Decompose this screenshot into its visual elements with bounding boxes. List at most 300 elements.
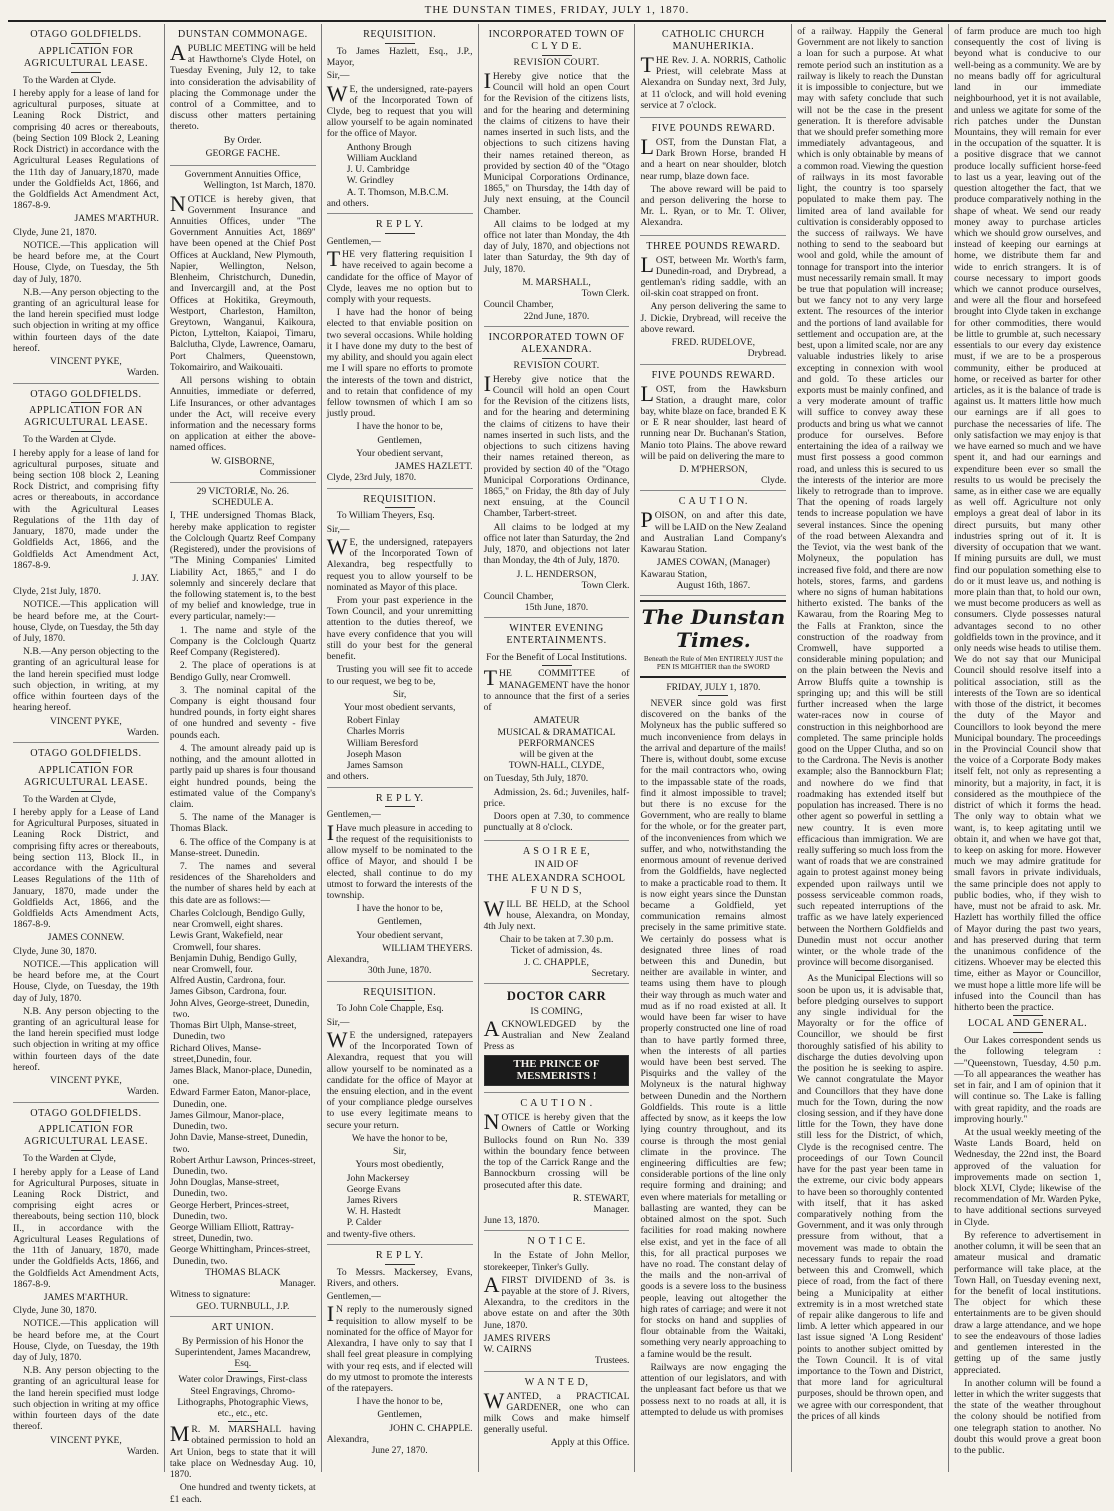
advert-caution-poison (640, 491, 786, 595)
list-item: John Douglas, Manse-street, Dunedin, two. (169, 1177, 280, 1200)
divider (228, 1421, 258, 1422)
local-item-1: Our Lakes correspondent sends us the following telegram :—"Queenstown, Tuesday, 4.50 p.m.—To all appearances the weather has set in fair, and I am of opinion that it will continue so. The Lake is falling with great rapidity, and the roads are improving hourly." (954, 1035, 1102, 1125)
list-item: James Black, Manor-place, Dunedin, one. (169, 1064, 312, 1088)
advert-requisition-chapple (327, 982, 473, 1245)
advert-name: THOMAS BLACK (205, 1266, 281, 1278)
mesmerist-banner: THE PRINCE OF MESMERISTS ! (484, 1055, 630, 1087)
list-item: Robert Arthur Lawson, Princes-street, Dunedin, two. (169, 1154, 316, 1177)
divider (71, 72, 101, 73)
warden-name: VINCENT PYKE, (50, 1434, 122, 1446)
advert-lease-2 (13, 384, 159, 744)
advert-place: Drybread. (747, 348, 787, 360)
list-item: John Alves, George-street, Dunedin, two. (169, 997, 310, 1020)
advert-heading: R E P L Y. (375, 792, 424, 804)
advert-body: IHereby give notice that the Council will hold an open Court for the Revision of the citizens lists, and for the hearing and determining the claims of citizens to have their names inserted in such lists, and the objections to such citizens having their names retained thereon, as provided by section 40 of the "Otago Municipal Corporations Ordinance, 1865," on Thursday, the 14th day of July next ensuing, at the Council Chamber. (483, 67, 630, 217)
advert-heading: WINTER EVENING ENTERTAINMENTS. (506, 623, 607, 647)
editorial-continued: of a railway. Happily the General Government are not likely to sanction a loan for such a purpose. At what remote period such an institution as a railway is likely to reach the Dunstan it is impossible to conjecture, but we may with safety conclude that such will not be the case in the present generation. It is therefore advisable that we should prefer something more immediately advantageous, and which is only obtainable by means of a common road. Viewing the question of railways in its most favorable light, the country is too sparsely populated to make them pay. The limited area of land available for cultivation is considerably opposed to the success of railways. We have nothing to send to the seaboard but wool and gold, while the amount of tonnage for transport into the interior must necessarily remain small. It may be true that population will increase; but we fancy not to any very large extent. The resources of the interior and the portions of land available for settlement and occupation are, at the best, upon a limited scale, nor are any valuable industries likely to arise excepting in connexion with wool and gold. To these articles our exports must be mainly confined, and a very moderate amount of traffic will suffice to convey away these products and bring us what we cannot produce for ourselves. Before entertaining the idea of a railway we must first possess a good common road, and unless this is secured to us the interests of the interior are more likely to retrograde than to improve. That the opening of roads largely tends to increase population we have several instances. Since the opening of the road between Alexandra and the Teviot, via the west bank of the Molyneux, the population has increased five fold, and there are now hotels, stores, farms, and gardens where no signs of human habitations hitherto existed. The banks of the Kawarau, from the Roaring Meg to the Falls at Frankton, since the construction of the roadway from Cromwell, have supported a considerable mining population; and on the plain between the Nevis and Arrow Bluffs quite a township is springing up; and this will be still further increased when the large water-races now in course of construction in this neighborhood are completed. The same principle holds good on the Upper Clutha, and so on to the Cardrona. The Nevis is another example; also the Bannockburn Flat; and nowhere do we find that roadmaking has extended itself but population has increased. There is no other agent so powerful in settling a new country. It is even more efficacious than immigration. We are really suffering so much loss from the want of roads that we are constrained again to protest against money being expended upon railways until we possess serviceable common roads, such repeated interruptions of the traffic as we have lately experienced between the Northern Goldfields and Dunedin must not occur another winter, or the whole trade of the province will become disorganised. (797, 26, 944, 969)
advert-title: APPLICATION FOR AGRICULTURAL LEASE. (23, 1124, 149, 1148)
advert-date: 15th June, 1870. (524, 602, 589, 614)
warden-name: VINCENT PYKE, (50, 1075, 122, 1087)
advert-subheading: In the Estate of John Mellor, storekeeper, Tinker's Gully. (483, 1250, 630, 1273)
advert-body-2: I have had the honor of being elected to that enviable position on two several occasions. While holding it I have done my duty to the best of my ability, and should you again elect me I will spare no efforts to promote the interests of the town and district, and to retain that confidence of my fellow townsmen of which I am so justly proud. (326, 307, 473, 420)
advert-place: Council Chamber, (483, 299, 554, 311)
warden-name: VINCENT PYKE, (50, 715, 122, 727)
list-item: A. T. Thomson, M.B.C.M. (346, 186, 449, 198)
divider (71, 1121, 101, 1122)
list-item: John Mackersey (346, 1172, 410, 1184)
list-item: George Herbert, Princes-street, Dunedin, two. (169, 1199, 290, 1222)
advert-heading: CATHOLIC CHURCH MANUHERIKIA. (661, 29, 765, 52)
advert-heading: REQUISITION. (363, 986, 437, 998)
advert-wanted (484, 1372, 630, 1453)
advert-body: WANTED, a PRACTICAL GARDENER, one who can milk Cows and make himself generally useful. (483, 1387, 630, 1436)
schedule-item-2: 2. The place of operations is at Bendigo Gully, near Cromwell. (169, 660, 316, 683)
advert-heading: ART UNION. (211, 1321, 275, 1333)
list-item: George William Elliott, Rattray-street, Dunedin, two. (169, 1222, 294, 1245)
divider (385, 507, 415, 508)
advert-to: To the Warden at Clyde. (23, 434, 116, 446)
divider (542, 55, 572, 56)
advert-heading: 29 VICTORIÆ, No. 26. (196, 486, 289, 498)
advert-date: 22nd June, 1870. (523, 310, 590, 322)
advert-entertainments (484, 618, 630, 840)
advert-body: THE COMMITTEE of MANAGEMENT have the honor to announce that the first of a series of (483, 665, 630, 714)
advert-close-1: I have the honor to be, (356, 421, 443, 433)
advert-body: LOST, from the Dunstan Flat, a Dark Brown Horse, branded H and a heart on near shoulder, blotch near rump, blaze down face. (640, 133, 787, 182)
list-item: George Whittingham, Princes-street, Dunedin, two. (169, 1244, 311, 1267)
advert-name: J. L. HENDERSON, (516, 568, 597, 580)
divider (71, 1150, 101, 1151)
venue: TOWN-HALL, CLYDE, (508, 760, 605, 772)
signatory-list (327, 1173, 473, 1229)
advert-subheading: For the Benefit of Local Institutions. (486, 652, 627, 664)
advert-salutation: Gentlemen,— (326, 1291, 381, 1303)
trustee-1: JAMES RIVERS (483, 1332, 551, 1344)
advert-close-2: Sir, (393, 1146, 407, 1158)
divider (855, 970, 885, 971)
advert-date: June 27, 1870. (371, 1445, 428, 1457)
advert-body: I hereby apply for a lease of land for agricultural purposes, situate at Leaning Rock District, and comprising 40 acres or thereabouts, (being Section 109 Block 2, Leaning Rock District) in accordance with the Agricultural Leases Regulations of the 11th day of January,1870, made under the Goldfields Act, 1866, and the Goldfields Act Amendment Act, 1867-8-9. (13, 88, 159, 212)
column-5 (635, 24, 792, 1472)
advert-heading: FIVE POUNDS REWARD. (651, 369, 776, 381)
advert-salutation: Gentlemen,— (326, 235, 381, 247)
advert-commonage (170, 24, 316, 166)
list-item: George Evans (346, 1183, 401, 1195)
advert-heading: OTAGO GOLDFIELDS. (30, 29, 142, 40)
advert-date: 30th June, 1870. (367, 965, 432, 977)
advert-body: MR. M. MARSHALL having obtained permission to hold an Art Union, begs to state that it will take place on Wednesday Aug. 10, 1870. (169, 1421, 316, 1481)
advert-heading: Government Annuities Office, (184, 169, 301, 181)
page-header: THE DUNSTAN TIMES, FRIDAY, JULY 1, 1870. (8, 0, 1106, 22)
advert-name: JAMES CONNEW. (47, 932, 125, 944)
advert-name: JAMES COWAN, (Manager) (656, 557, 770, 569)
advert-revision-clyde (484, 24, 630, 327)
advert-date: June 13, 1870. (483, 1215, 540, 1227)
warden-title: Warden. (126, 1086, 159, 1098)
list-item: James Gibson, Cardrona, four. (169, 986, 287, 998)
list-item: Benjamin Duhig, Bendigo Gully, near Cromwell, four. (169, 952, 297, 975)
advert-body: I, THE undersigned Thomas Black, hereby make application to register the Colclough Quartz Reef Company (Registered), under the provisions of "The Mining Companies' Limited Liability Act, 1865," and I do solemnly and sincerely declare that the following statement is, to the best of my belief and knowledge, true in every particular, namely:— (169, 510, 316, 623)
show-line-1: AMATEUR (533, 715, 580, 727)
schedule-item-4: 4. The amount already paid up is nothing, and the amount allotted in partly paid up shares is four thousand eight hundred pounds, being the estimated value of the Company's claim. (169, 742, 316, 810)
advert-others: and others. (326, 771, 369, 783)
advert-body: WE, the undersigned, ratepayers of the Incorporated Town of Alexandra, beg respectfully to request you to allow yourself to be nominated as Mayor of this place. (326, 533, 473, 593)
local-general-heading: LOCAL AND GENERAL. (967, 1018, 1088, 1030)
divider (1013, 1032, 1043, 1033)
advert-close-1: I have the honor to be, (356, 903, 443, 915)
advert-heading: N O T I C E. (527, 1236, 586, 1248)
shareholder-list (170, 908, 316, 1267)
advert-nb: N.B.—Any person objecting to the granting of an agricultural lease for the land herein specified must lodge such objection, in writing, at my office within fourteen days of the hearing hereof. (13, 646, 159, 714)
divider (385, 806, 415, 807)
advert-title: APPLICATION FOR AGRICULTURAL LEASE. (23, 764, 149, 788)
show-line-2: MUSICAL & DRAMATICAL (497, 726, 616, 738)
list-item: Edward Farmer Eaton, Manor-place, Dunedin, one. (169, 1087, 311, 1110)
advert-place: Kawarau Station, (640, 568, 708, 580)
divider (228, 1371, 258, 1372)
advert-body: APUBLIC MEETING will be held at Hawthorne's Clyde Hotel, on Tuesday Evening, July 12, to take into consideration the advisability of placing the Commonage under the control of a Committee, and to discuss other matters pertaining thereto. (169, 39, 316, 133)
list-item: Charles Colclough, Bendigo Gully, near Cromwell, eight shares. (169, 907, 305, 931)
advert-title: Town Clerk. (581, 288, 630, 300)
divider (71, 402, 101, 403)
advert-name: WILLIAM THEYERS. (382, 942, 473, 954)
advert-body: LOST, from the Hawksburn Station, a draught mare, color bay, white blaze on face, branded E K or E R near shoulder, last heard of running near Dr. Buchanan's Station, Manio toto Plains. The above reward will be paid on delivering the mare to (640, 380, 787, 462)
advert-title: Manager. (593, 1204, 630, 1215)
advert-heading: REQUISITION. (363, 493, 437, 505)
advert-name: GEORGE FACHE. (205, 147, 281, 159)
advert-title: Secretary. (591, 967, 630, 979)
divider (698, 695, 728, 696)
column-3 (322, 24, 479, 1472)
advert-lease-1 (13, 24, 159, 384)
advert-heading: FIVE POUNDS REWARD. (651, 122, 776, 134)
advert-body: THE very flattering requisition I have received to again become a candidate for the office of Mayor of Clyde, leaves me no option but to comply with your requests. (326, 246, 473, 306)
advert-art-union (170, 1317, 316, 1511)
advert-name: JAMES M'ARTHUR. (74, 213, 159, 225)
advert-schedule (170, 483, 316, 1317)
warden-title: Warden. (126, 367, 159, 379)
advert-title: Town Clerk. (581, 579, 630, 591)
advert-heading: R E P L Y. (375, 1249, 424, 1261)
advert-name: J. C. CHAPPLE, (524, 956, 589, 968)
apply-line: Apply at this Office. (550, 1437, 630, 1449)
advert-body: LOST, between Mr. Worth's farm, Dunedin-road, and Drybread, a gentleman's riding saddle, with an oil-skin coat strapped on front. (640, 251, 787, 300)
advert-close-2: Gentlemen, (377, 434, 422, 446)
chair-line: Chair to be taken at 7.30 p.m. (499, 934, 614, 946)
advert-salutation: Sir,— (326, 523, 350, 535)
advert-place: Clyde. (760, 475, 787, 487)
local-item-3: By reference to advertisement in another column, it will be seen that an amateur musical and dramatic performance will take place, at the Town Hall, on Tuesday evening next, for the benefit of local institutions. The object for which these entertainments are to be given should draw a large attendance, and we hope to see the endeavours of those ladies and gentlemen interested in the getting up of the same justly appreciated. (954, 1229, 1102, 1376)
advert-nb: N.B. Any person objecting to the granting of an agricultural lease for the land herein specified must lodge such objection in writing at my office within fourteen days of the date thereof. (13, 1365, 159, 1433)
advert-heading: REQUISITION. (363, 29, 437, 40)
advert-title: Trustees. (594, 1355, 630, 1367)
advert-close-3: Your obedient servant, (356, 447, 443, 459)
advert-to: To Messrs. Mackersey, Evans, Rivers, and others. (326, 1266, 473, 1289)
advert-salutation: Sir,— (326, 1016, 350, 1028)
divider (71, 791, 101, 792)
advert-title: APPLICATION FOR AGRICULTURAL LEASE. (23, 45, 149, 69)
divider (1013, 1015, 1043, 1016)
advert-to: To James Hazlett, Esq., J.P., Mayor, (326, 45, 473, 69)
advert-body: ACKNOWLEDGED by the Australian and New Zealand Press as (483, 1015, 630, 1053)
advert-heading: INCORPORATED TOWN OF ALEXANDRA. (488, 331, 625, 355)
advert-revision-alexandra (484, 327, 630, 619)
advert-heading: THREE POUNDS REWARD. (646, 240, 781, 252)
advert-name: D. M'PHERSON, (679, 464, 748, 476)
advert-heading: INCORPORATED TOWN OF C L Y D E. (488, 29, 625, 52)
advert-heading: R E P L Y. (375, 219, 424, 230)
advert-heading: A S O I R E E, (522, 845, 591, 857)
advert-close-3: Your obedient servant, (356, 929, 443, 941)
advert-notice: NOTICE.—This application will be heard before me, at the Court House, Clyde, on Tuesday, the 19th day of July, 1870. (13, 1318, 159, 1364)
column-4 (479, 24, 636, 1472)
column-6 (792, 24, 949, 1472)
show-line-3: PERFORMANCES (518, 737, 595, 749)
advert-body: NOTICE is hereby given, that Government Insurance and Annuities Offices, under "The Government Annuities Act, 1869" have been opened at the Chief Post Offices at Auckland, New Plymouth, Napier, Wellington, Nelson, Blenheim, Christchurch, Dunedin, and Invercargill and, at the Post Offices at Hokitika, Greymouth, Westport, Charleston, Hamilton, Greytown, Wanganui, Kaikoura, Picton, Lyttelton, Kaiapoi, Timaru, Balclutha, Clyde, Lawrence, Oamaru, Port Chalmers, Queenstown, Tokomairiro, and Waikouaiti. (169, 190, 316, 373)
advert-date: Clyde, 21st July, 1870. (13, 586, 101, 598)
list-item: Lewis Grant, Wakefield, near Cromwell, four shares. (169, 930, 283, 953)
advert-body: WILL BE HELD, at the School house, Alexandra, on Monday, 4th July next. (483, 895, 630, 932)
list-item: Charles Morris (346, 726, 405, 738)
column-7 (949, 24, 1106, 1472)
local-item-2: At the usual weekly meeting of the Waste Lands Board, held on Wednesday, the 22nd inst, the Board approved of the valuation for improvements made on section 1, block XLVI, Clyde; likewise of the recommendation of Mr. Warden Pyke, to have additional sections surveyed in Clyde. (954, 1126, 1102, 1228)
witness-name: GEO. TURNBULL, J.P. (196, 1300, 290, 1312)
paper-date: FRIDAY, JULY 1, 1870. (666, 681, 761, 693)
advert-caution-cattle (484, 1093, 630, 1231)
advert-annuities (170, 166, 316, 483)
advert-lease-3 (13, 743, 159, 1103)
list-item: James Gilmour, Manor-place, Dunedin, two. (169, 1109, 284, 1133)
given-line: will be given at the (519, 749, 594, 760)
columns (8, 24, 1106, 1505)
doors: Doors open at 7.30, to commence punctually at 8 o'clock. (483, 811, 630, 834)
advert-body-2: From your past experience in the Town Council, and your unremitting attention to the duties thereof, we have every confidence that you will still do your best for the general benefit. (326, 595, 473, 663)
advert-doctor-carr (484, 984, 630, 1093)
advert-body: I hereby apply for a Lease of Land for Agricultural Purposes, situate in Leaning Rock District, and comprising eight acres or thereabouts, being section 110, block II., in accordance with the Agricultural Leases Regulations of the 11th of January, 1870, made under the Goldfields Acts, 1866, and the Goldfields Act Amendment Acts, 1867-8-9. (13, 1166, 159, 1290)
advert-reply-theyers (327, 788, 473, 982)
advert-requisition-hazlett (327, 24, 473, 214)
advert-sir: Sir, (393, 688, 407, 700)
advert-close-1: We have the honor to be, (351, 1132, 448, 1144)
warden-title: Warden. (126, 1445, 159, 1457)
advert-to: To the Warden at Clyde, (23, 793, 116, 805)
advert-date: Clyde, June 30, 1870. (13, 945, 97, 957)
schedule-item-7: 7. The names and several residences of the Shareholders and the number of shares held by each at this date are as follows:— (169, 861, 316, 906)
advert-body: NOTICE is hereby given that the Owners of Cattle or Working Bullocks found on Run No. 339 within the boundary fence between the top of the Carrick Range and the Bannockburn crossing will be prosecuted after this date. (483, 1109, 630, 1191)
advert-body: IHave much pleasure in acceding to the request of the requisitionists to allow myself to be nominated to the office of Mayor, and should I be elected, shall continue to do my utmost to forward the interests of the township. (326, 819, 473, 901)
divider (385, 43, 415, 44)
when: on Tuesday, 5th July, 1870. (483, 773, 589, 785)
advert-subheading: IN AID OF (534, 859, 579, 871)
list-item: Joseph Mason (346, 748, 402, 760)
advert-place: Council Chamber, (483, 590, 554, 602)
advert-body-2: One hundred and twenty tickets, at £1 each. (169, 1482, 316, 1505)
column-2 (165, 24, 322, 1505)
advert-body-2: Any person delivering the same to J. Dickie, Drybread, will receive the above reward. (640, 301, 787, 335)
advert-name: W. GISBORNE, (211, 455, 275, 467)
advert-body: IN reply to the numerously signed requisition to allow myself to be nominated for the office of Mayor for Alexandra, I have only to say that I shall feel great pleasure in complying with your req ests, and if elected will do my utmost to promote the interests of the ratepayers. (326, 1301, 473, 1394)
editorial-text-2: Railways are now engaging the attention of our legislators, and with the unpleasant fact before us that we possess next to no roads at all, it is attempted to delude us with promises (640, 1361, 787, 1418)
advert-heading: OTAGO GOLDFIELDS. (30, 388, 142, 400)
schedule-item-1: 1. The name and style of the Company is the Colclough Quartz Reef Company (Registered). (169, 624, 316, 659)
list-item: James Samson (346, 760, 403, 772)
advert-to: To William Theyers, Esq. (336, 510, 435, 522)
list-item: Richard Olives, Manse-street,Dunedin, four. (169, 1042, 262, 1065)
advert-name: JAMES M'ARTHUR. (43, 1291, 129, 1303)
advert-to: To the Warden at Clyde, (23, 1153, 116, 1165)
advert-nb: N.B. Any person objecting to the granting of an agricultural lease for the land herein specified must lodge such objection in writing at my office within fourteen days of the date hereof. (13, 1005, 159, 1073)
warden-title: Warden. (126, 726, 159, 738)
divider (385, 233, 415, 234)
divider (542, 358, 572, 359)
advert-salutation: Gentlemen,— (326, 809, 381, 821)
advert-close-2: Gentlemen, (377, 916, 422, 928)
list-item: John Davie, Manse-street, Dunedin, two. (169, 1132, 308, 1155)
divider (385, 1264, 415, 1265)
schedule-item-3: 3. The nominal capital of the Company is eight thousand four hundred pounds, in forty eight shares of one hundred and seventy - five pounds each. (169, 684, 316, 741)
list-item: Thomas Birt Ulph, Manse-street, Dunedin, two (169, 1020, 297, 1043)
divider (542, 665, 572, 666)
divider (542, 649, 572, 650)
divider (71, 431, 101, 432)
advert-heading: DUNSTAN COMMONAGE. (177, 29, 308, 40)
advert-subheading: IS COMING, (530, 1005, 583, 1017)
advert-subheading: REVISION COURT. (513, 360, 600, 371)
advert-date: Clyde, June 30, 1870. (13, 1305, 97, 1317)
advert-body: AFIRST DIVIDEND of 3s. is payable at the store of J. Rivers, Alexandra, to the creditors in the above estate on and after the 30th June, 1870. (483, 1271, 630, 1331)
advert-items: Water color Drawings, First-class Steel Engravings, Chromo-Lithographs, Photographic Views, etc., etc., etc. (177, 1374, 309, 1420)
advert-body-3: Trusting you will see fit to accede to our request, we beg to be, (326, 664, 473, 687)
editorial-municipal: As the Municipal Elections will so soon be upon us, it is advisable that, before pledging ourselves to support any single individual for the Mayoralty or for the office of Councillor, we should be first thoroughly satisfied of his ability to discharge the duties devolving upon the position he is seeking to aspire. We cannot congratulate the Mayor and Councillors that they have done much for the Town, during the now closing session, and if they have done little for the Town, they have done still less for the District, of which, Clyde is the recognised centre. The proceedings of our Town Council have for the past year been tame in the extreme, our civic body appears to have been so thoroughly contented with itself, that it has asked comparatively nothing from the Government, and it was only through pressure from without, that a movement was made to obtain the necessary funds to repair the road between this and Cromwell, which piece of road, from the fact of there being a Municipality at either extremity is in a most wretched state of repair alike dangerous to life and limb. A letter which appeared in our last issue signed 'A Long Resident' points to another subject omitted by the Town Council. It is of vital importance to the Town and District, that more land for agricultural purposes, should be thrown open, and we agree with our correspondent, that the prices of all kinds (797, 973, 944, 1422)
list-item: J. U. Cambridge (346, 164, 410, 176)
advert-date: Clyde, June 21, 1870. (13, 226, 97, 238)
advert-heading: OTAGO GOLDFIELDS. (30, 748, 142, 759)
divider (71, 43, 101, 44)
advert-to: To John Cole Chapple, Esq. (336, 1003, 444, 1015)
advert-heading: C A U T I O N . (520, 1098, 593, 1110)
advert-lease-4 (13, 1103, 159, 1462)
advert-close: Your most obedient servants, (343, 701, 456, 713)
schedule-item-5: 5. The name of the Manager is Thomas Black. (169, 812, 316, 835)
advert-subheading: By Permission of his Honor the Superintendent, James Macandrew, Esq. (174, 1335, 311, 1370)
advert-requisition-theyers (327, 489, 473, 788)
advert-body: I hereby apply for a Lease of Land for Agricultural Purposes, situated in Leaning Rock District, and comprising fifty acres or thereabouts, being section 113, Block II., in accordance with the Agricultural Leases Regulations of the 11th of January, 1870, made under the Goldfields Act, 1866, and the Goldfields Acts Amendment Acts, 1867-8-9. (13, 807, 159, 931)
advert-body: POISON, on and after this date, will be LAID on the New Zealand and Australian Land Company's Kawarau Station. (640, 507, 787, 556)
advert-name: R. STEWART, (572, 1192, 630, 1204)
advert-subheading: REVISION COURT. (513, 57, 600, 68)
advert-body-2: The above reward will be paid to and person delivering the horse to Mr. L. Ryan, or to Mr. T. Oliver, Alexandra. (640, 183, 787, 229)
admission: Admission, 2s. 6d.; Juveniles, half-price. (483, 786, 630, 809)
advert-notice: NOTICE.—This application will be heard before me, at the Court House, Clyde, on Tuesday, the 5th day of July, 1870. (13, 239, 159, 285)
advert-reward-mare (640, 365, 786, 492)
advert-reply-hazlett (327, 214, 473, 489)
warden-name: VINCENT PYKE, (50, 356, 122, 368)
list-item: Anthony Brough (346, 141, 412, 153)
advert-nb: N.B.—Any person objecting to the granting of an agricultural lease for the land herein specified must lodge such objection in writing at my office within fourteen days of the date hereof. (13, 286, 159, 354)
list-item: Alfred Austin, Cardrona, four. (169, 975, 286, 987)
signatory-list (327, 142, 473, 198)
advert-reward-saddle (640, 236, 786, 365)
paper-title-block (640, 600, 786, 678)
advert-catholic (640, 24, 786, 118)
local-item-4: In another column will be found a letter in which the writer suggests that the state of the weather throughout the colony should be notified from one telegraph station to another. No doubt this would prove a great boon to the public. (954, 1377, 1102, 1457)
list-item: W. Grindley (346, 175, 394, 187)
advert-place: Alexandra, (326, 1433, 370, 1445)
advert-body: THE Rev. J. A. NORRIS, Catholic Priest, will celebrate Mass at Alexandra on Sunday next, 3rd July, at 11 o'clock, and will hold evening service at 7 o'clock. (640, 51, 787, 111)
column-1 (8, 24, 165, 1472)
divider (385, 1000, 415, 1001)
list-item: William Beresford (346, 737, 418, 749)
advert-soiree (484, 841, 630, 985)
advert-notice: NOTICE.—This application will be heard before me, at the Court House, Clyde, on Tuesday, the 19th day of July, 1870. (13, 958, 159, 1004)
advert-name: FRED. RUDELOVE, (671, 337, 756, 349)
advert-heading: W A N T E D, (524, 1376, 589, 1388)
advert-reward-horse (640, 118, 786, 236)
ticket-line: Ticket of admission, 4s. (510, 945, 603, 957)
advert-title: APPLICATION FOR AN AGRICULTURAL LEASE. (23, 405, 149, 429)
advert-others: and others. (326, 197, 369, 209)
advert-reply-chapple (327, 1245, 473, 1460)
advert-name: M. MARSHALL, (522, 276, 591, 288)
advert-salutation: Sir,— (326, 70, 350, 82)
advert-body: IHereby give notice that the Council will hold an open Court for the Revision of the citizens lists, and for the hearing and determining the claims of citizens to have their names inserted in such lists, and the objections to such citizens having their names retained thereon, as provided by section 40 of the "Otago Municipal Corporations Ordinance, 1865," on Friday, the 8th day of July next ensuing, at the Council Chamber, Tarbert-street. (483, 370, 630, 520)
advert-others: and twenty-five others. (326, 1228, 416, 1240)
school-fund: THE ALEXANDRA SCHOOL F U N D S, (487, 872, 626, 896)
advert-name: JOHN C. CHAPPLE. (389, 1422, 473, 1434)
advert-body: WE, the undersigned, rate-payers of the Incorporated Town of Clyde, beg to request that you will allow yourself to be again nominated for the office of Mayor. (326, 80, 473, 140)
advert-close-2: Gentlemen, (377, 1409, 422, 1421)
advert-close-3: Yours most obediently, (355, 1159, 444, 1171)
editorial-text: NEVER since gold was first discovered on the banks of the Molyneux has the public suffered so much inconvenience from delays in the arrival and departure of the mails! There is, without doubt, some excuse for the mail contractors who, owing to the impassable state of the roads, find it almost impossible to travel; but there is no excuse for the Government, who are really to blame for the whole, or for the greater part, of the inconveniences from which we suffer, and who, notwithstanding the enormous amount of revenue derived from the Goldfields, have neglected to make a practicable road to them. It is now eight years since the Dunstan became a Goldfield, yet communication remains almost precisely in the same primitive state. We certainly do possess what is designated three lines of road between this and Dunedin, but neither are available in winter, and teams using them have to plough their way through as much water and mud as if no road existed at all. It would have been far wiser to have properly constructed one line of road than to have partly formed three, when the interests of all parties would have been best served. The Pisquirks and the valley of the Molyneux is the natural highway between Dunedin and the Northern Goldfields. This route is a little affected by snow, as it keeps the low lying country throughout, and its course is through the most genial climate in the province. The engineering difficulties are few; considerable portions of the line only require forming and draining; and even where materials for metalling or ballasting are wanted, they can be obtained almost on the spot. Such facilities for road making nowhere else exist, and yet in the face of all this, for all practical purposes we have no road. The constant delay of the mails and the non-arrival of goods is a severe loss to the business people, leaving out altogether the high rates of carriage; and were it not for stocks on hand and supplies of flour obtainable from the Waitaki, something very nearly approaching to a famine would be the result. (640, 698, 787, 1360)
advert-body: WE the undersigned, ratepayers of the Incorporated Town of Alexandra, request that you will allow yourself to be nominated as a candidate for the office of Mayor at the ensuing election, and in the event of your compliance pledge ourselves to use every legitimate means to secure your return. (326, 1026, 473, 1131)
list-item: Robert Finlay (346, 715, 400, 727)
advert-title: Commissioner (259, 466, 316, 478)
advert-body: I hereby apply for a lease of land for agricultural purposes, situate and being section 108 block 2, Leaning Rock District, and comprising fifty acres or thereabouts, in accordance with the Agricultural Leases Regulations of the 11th day of January, 1870, made under the Goldfields Act, 1866, and the Goldfields Act Amendment Act, 1867-8-9. (13, 447, 159, 571)
advert-subheading: Wellington, 1st March, 1870. (203, 180, 316, 192)
list-item: William Auckland (346, 152, 417, 164)
advert-title: Manager. (279, 1278, 316, 1290)
trustee-2: W. CAIRNS (483, 1344, 532, 1356)
signatory-list (327, 715, 473, 771)
list-item: W. H. Hastedt (346, 1206, 401, 1218)
advert-body-2: All persons wishing to obtain Annuities, immediate or deferred, Life Insurances, or other advantages under the Act, will receive every information and the necessary forms on application at either the above-named offices. (169, 375, 316, 454)
advert-subheading: SCHEDULE A. (212, 497, 274, 509)
list-item: P. Calder (346, 1217, 382, 1229)
advert-name: J. JAY. (132, 572, 159, 584)
advert-body-2: All claims to be lodged at my office not later than Saturday, the 2nd July, 1870, and objections not later than Monday, the 4th of July, 1870. (483, 521, 630, 567)
editorial-continued: of farm produce are much too high consequently the cost of living is beyond what is conducive to our well-being as a community. We are by no means badly off for agricultural land in our immediate neighbourhood, yet it is not available, and unless we agitate for some of the rich patches under the Dunstan Mountains, they will remain for ever in the occupation of the squatter. It is a positive disgrace that we cannot produce locally sufficient horse-feed to last us a year, leaving out of the question altogether the fact, that we produce comparatively nothing in the shape of wheat. We send our ready money away to purchase articles which we should grow ourselves, and instead of keeping our earnings at home, we distribute them far and wide to enrich strangers. It is of course necessary to import goods which we cannot produce ourselves, and were all the flour and horsefeed brought into Clyde taken in exchange for other commodities, there would be little to grumble at, such necessary essentials to our every day existence must, if we are to be a prosperous community, either be produced at home, or received as barter for other articles, as it is the balance of trade is against us. It matters little how much our earnings are if all goes to purchase the necessaries of life. The only satisfaction we may enjoy is that we have earned so much and we have spent it, and had our earnings and expenditure been ever so small the results to us would be precisely the same, as in either case we are equally as well off. Agriculture not only employs a great deal of labor in its direct pursuits, but many other industries spring out of it. It is diversity of occupation that we want. If mining pursuits are dull, we must find our population something else to do or it must leave us, and nothing is more plain than that, to hold our own, we must become producers as well as consumers. Clyde possesses natural advantages second to no other goldfields town in the province, and it only needs wise heads to utilise them. We do not say that our Municipal Council should resolve itself into a political association, still as the interests of the Town are so identical with those of the district, it becomes the duty of the Mayor and Councillors to look beyond the mere Municipal boundary. The proceedings in the Provincial Council show that the voice of a Corporate Body makes itself felt, not only as representing a minority, but a majority, in fact, it is considered as the mouthpiece of the district of which it forms the head. The only way to obtain what we want, is, to keep agitating until we obtain it, and when we have got that, to keep on asking for more. However much we may admire gratitude for small favors in private individuals, the same principle does not apply to public bodies, who, if they wish to have, must not be afraid to ask. Mr. Hazlett has worthily filled the office of Mayor during the past two years, and has preserved during that term the unanimous confidence of the citizens. Whoever may be elected this time, either as Mayor or Councillor, we must hope a little more life will be infused into the Council than has hitherto been the practice. (954, 26, 1102, 1014)
advert-heading: C A U T I O N. (678, 496, 748, 508)
advert-to: To the Warden at Clyde. (23, 74, 116, 86)
schedule-item-6: 6. The office of the Company is at Manse-street. Dunedin. (169, 836, 316, 859)
divider (71, 762, 101, 763)
advert-close-1: I have the honor to be, (356, 1396, 443, 1408)
advert-date: Clyde, 23rd July, 1870. (326, 472, 417, 484)
advert-by: By Order. (223, 134, 262, 146)
list-item: James Rivers (346, 1194, 398, 1206)
advert-heading: OTAGO GOLDFIELDS. (30, 1107, 142, 1119)
advert-dividend (484, 1231, 630, 1371)
paper-motto: Beneath the Rule of Men ENTIRELY JUST the PEN IS MIGHTIER than the SWORD (643, 653, 783, 672)
advert-name: JAMES HAZLETT. (394, 461, 473, 473)
advert-date: August 16th, 1867. (676, 579, 751, 591)
paper-title: The Dunstan Times. (641, 604, 786, 653)
witness-label: Witness to signature: (169, 1289, 251, 1301)
advert-body-2: All claims to be lodged at my office not later than Monday, the 4th day of July, 1870, and objections not later than Saturday, the 9th day of July, 1870. (483, 218, 630, 275)
advert-heading: DOCTOR CARR (506, 989, 607, 1004)
advert-notice: NOTICE.—This application will be heard before me, at the Court-house, Clyde, on Tuesday, the 5th day of July, 1870. (13, 599, 159, 645)
advert-place: Alexandra, (326, 954, 370, 966)
